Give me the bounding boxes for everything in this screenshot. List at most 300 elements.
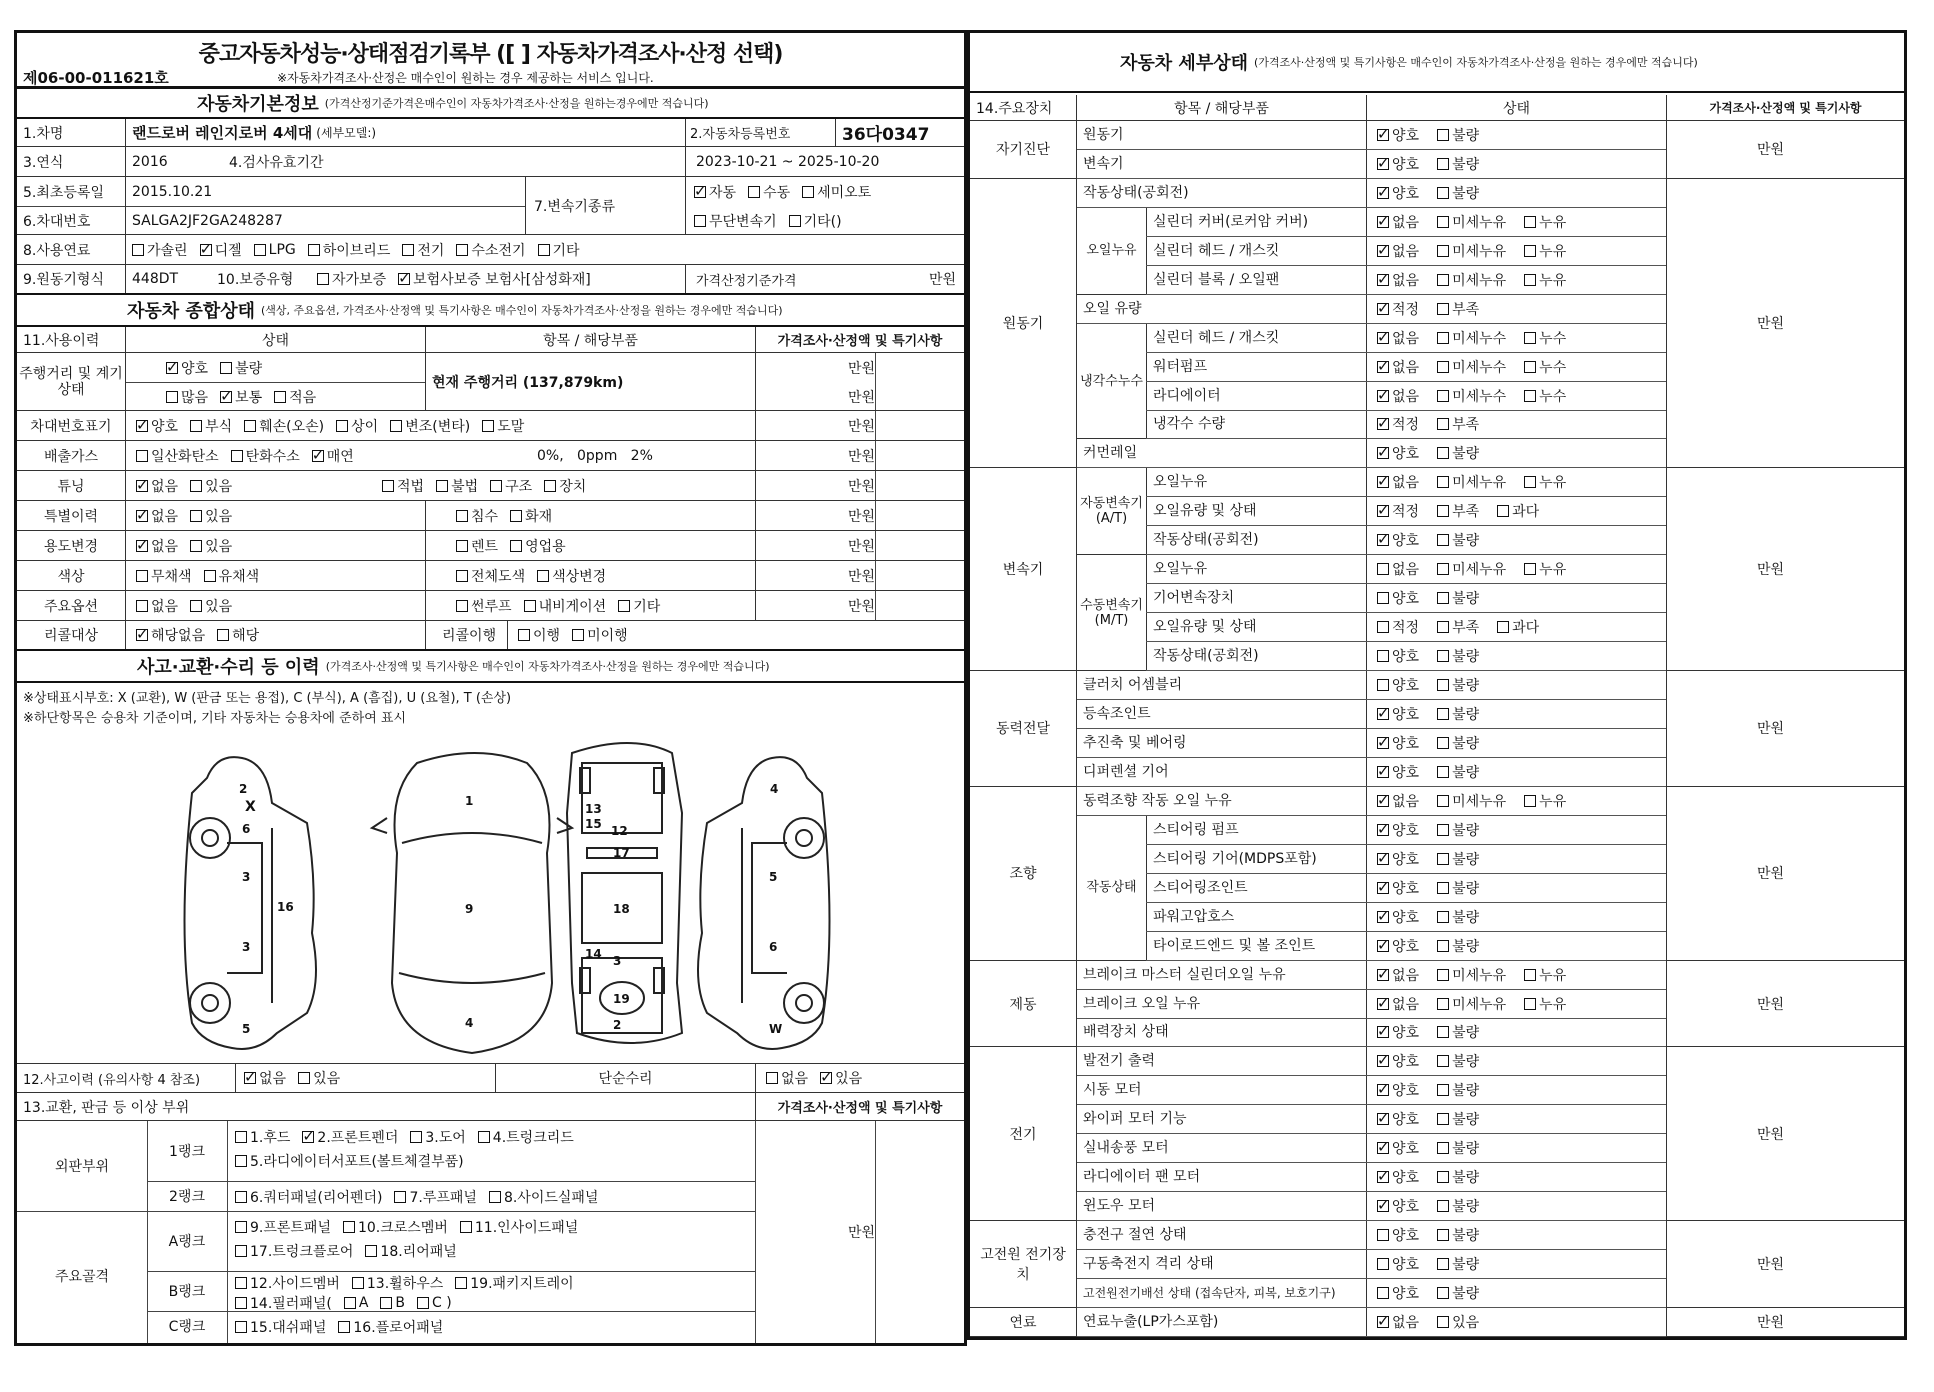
detail-group-label: 연료 xyxy=(970,1308,1076,1337)
vin-mark-differ-checkbox[interactable]: 상이 xyxy=(336,416,378,436)
detail-group-label: 원동기 xyxy=(970,179,1076,469)
detail-price-cell: 만원 xyxy=(1666,468,1904,671)
year: 2016 xyxy=(125,147,225,176)
mileage-good-checkbox[interactable]: ✓ 양호 xyxy=(166,358,208,378)
first-reg-label: 5.최초등록일 xyxy=(23,184,104,201)
rank2-roof-checkbox[interactable]: 7.루프패널 xyxy=(394,1187,476,1207)
basic-section-note: (가격산정기준가격은매수인이 자동차가격조사·산정을 원하는경우에만 적습니다) xyxy=(324,97,709,110)
detail-item-label: 작동상태(공회전) xyxy=(1146,526,1366,554)
detail-status-checkbox[interactable]: 없음 xyxy=(1377,559,1419,579)
rankA-inside-panel-checkbox[interactable]: 11.인사이드패널 xyxy=(460,1217,578,1237)
option-yes-checkbox[interactable]: 있음 xyxy=(190,596,232,616)
row-emission xyxy=(17,441,964,471)
rankB-wheel-house-checkbox[interactable]: 13.휠하우스 xyxy=(352,1273,443,1293)
detail-status-checkbox[interactable]: 불량 xyxy=(1437,1167,1479,1187)
detail-status-checkbox[interactable]: 미세누유 xyxy=(1437,791,1506,811)
detail-status-checkbox[interactable]: ✓ 양호 xyxy=(1377,1051,1419,1071)
overall-section-note: (색상, 주요옵션, 가격조사·산정액 및 특기사항은 매수인이 자동차가격조사·산정을 원하는 경우에만 적습니다) xyxy=(260,304,783,317)
detail-item-label: 고전원전기배선 상태 (접속단자, 피복, 보호기구) xyxy=(1076,1279,1366,1307)
detail-status-checkbox[interactable]: 부족 xyxy=(1437,299,1479,319)
detail-item-label: 연료누출(LP가스포함) xyxy=(1076,1308,1366,1336)
option-unit: 만원 xyxy=(755,591,875,620)
detail-group-label: 조향 xyxy=(970,787,1076,961)
detail-status-checkbox[interactable]: 불량 xyxy=(1437,704,1479,724)
emission-unit: 만원 xyxy=(755,441,875,470)
detail-status-checkbox[interactable]: 불량 xyxy=(1437,762,1479,782)
detail-status-checkbox[interactable]: ✓ 적정 xyxy=(1377,414,1419,434)
rankB-label: B랭크 xyxy=(168,1284,206,1300)
detail-status-checkbox[interactable]: 누유 xyxy=(1524,472,1566,492)
detail-item-label: 기어변속장치 xyxy=(1146,584,1366,612)
detail-item-label: 작동상태(공회전) xyxy=(1076,179,1366,207)
vin-mark-damage-checkbox[interactable]: 훼손(오손) xyxy=(244,416,324,436)
detail-status-checkbox[interactable]: ✓ 양호 xyxy=(1377,1022,1419,1042)
exchange-label: 13.교환, 판금 등 이상 부위 xyxy=(23,1099,190,1116)
mark-4-right: 6 xyxy=(769,940,778,954)
detail-status-checkbox[interactable]: 누유 xyxy=(1524,270,1566,290)
detail-status-checkbox[interactable]: ✓ 양호 xyxy=(1377,849,1419,869)
doc-notice: ※자동차가격조사·산정은 매수인이 원하는 경우 제공하는 서비스 입니다. xyxy=(277,70,654,85)
mark-14-left: 16 xyxy=(277,900,294,914)
rank1-fender-checkbox[interactable]: ✓ 2.프론트펜더 xyxy=(302,1127,398,1147)
detail-status-checkbox[interactable]: ✓ 양호 xyxy=(1377,1080,1419,1100)
detail-status-checkbox[interactable]: 불량 xyxy=(1437,646,1479,666)
doc-number: 제06-00-011621호 xyxy=(23,68,169,87)
rank2-quarter-checkbox[interactable]: 6.쿼터패널(리어펜더) xyxy=(235,1187,382,1207)
detail-subgroup-label: 자동변속기 (A/T) xyxy=(1076,468,1146,555)
detail-status-checkbox[interactable]: 누수 xyxy=(1524,386,1566,406)
price-base-label: 가격산정기준가격 xyxy=(685,265,825,293)
detail-status-checkbox[interactable]: 미세누유 xyxy=(1437,994,1506,1014)
detail-status-checkbox[interactable]: ✓ 양호 xyxy=(1377,704,1419,724)
detail-status-checkbox[interactable]: 불량 xyxy=(1437,1051,1479,1071)
detail-item-label: 브레이크 오일 누유 xyxy=(1076,990,1366,1018)
detail-status-checkbox[interactable]: 불량 xyxy=(1437,1109,1479,1129)
detail-status-checkbox[interactable]: ✓ 없음 xyxy=(1377,791,1419,811)
detail-item-label: 등속조인트 xyxy=(1076,700,1366,728)
basic-section-header xyxy=(17,89,964,119)
detail-status-checkbox[interactable]: 불량 xyxy=(1437,1254,1479,1274)
rank1-door-checkbox[interactable]: 3.도어 xyxy=(410,1127,465,1147)
detail-status-checkbox[interactable]: ✓ 양호 xyxy=(1377,530,1419,550)
mark-6-left: 6 xyxy=(242,822,251,836)
rankA-rear-panel-checkbox[interactable]: 18.리어패널 xyxy=(365,1241,456,1261)
detail-status-checkbox[interactable]: 누유 xyxy=(1524,994,1566,1014)
detail-subgroup-label: 냉각수누수 xyxy=(1076,324,1146,440)
detail-status-checkbox[interactable]: 미세누유 xyxy=(1437,559,1506,579)
detail-status-checkbox[interactable]: 누유 xyxy=(1524,212,1566,232)
color-label: 색상 xyxy=(57,568,85,585)
detail-status-checkbox[interactable]: 불량 xyxy=(1437,849,1479,869)
row-color xyxy=(17,561,964,591)
detail-status-checkbox[interactable]: 불량 xyxy=(1437,1196,1479,1216)
detail-col-price: 가격조사·산정액 및 특기사항 xyxy=(1666,95,1904,120)
detail-status-checkbox[interactable]: 누유 xyxy=(1524,965,1566,985)
option-none-checkbox[interactable]: 없음 xyxy=(136,596,178,616)
fuel-hydrogen-checkbox[interactable]: 수소전기 xyxy=(456,240,525,260)
detail-item-label: 동력조향 작동 오일 누유 xyxy=(1076,787,1366,815)
accident-legend-1: ※상태표시부호: X (교환), W (판금 또는 용접), C (부식), A (흠집), U (요철), T (손상) xyxy=(23,691,512,706)
detail-status-checkbox[interactable]: ✓ 양호 xyxy=(1377,1167,1419,1187)
tuning-illegal-checkbox[interactable]: 불법 xyxy=(436,476,478,496)
car-right-side-view xyxy=(698,757,830,1049)
detail-status-checkbox[interactable]: ✓ 양호 xyxy=(1377,1196,1419,1216)
mark-10-under: 12 xyxy=(611,824,628,838)
vin-mark-good-checkbox[interactable]: ✓ 양호 xyxy=(136,416,178,436)
rankA-front-panel-checkbox[interactable]: 9.프론트패널 xyxy=(235,1217,331,1237)
accident-section-header xyxy=(17,651,964,683)
inspect-label: 4.검사유효기간 xyxy=(229,154,324,171)
mileage-high-checkbox[interactable]: 많음 xyxy=(166,387,208,407)
detail-group-label: 변속기 xyxy=(970,468,1076,671)
detail-status-checkbox[interactable]: 부족 xyxy=(1437,617,1479,637)
detail-status-checkbox[interactable]: ✓ 없음 xyxy=(1377,994,1419,1014)
option-sunroof-checkbox[interactable]: 썬루프 xyxy=(456,596,512,616)
detail-status-checkbox[interactable]: 불량 xyxy=(1437,443,1479,463)
rank1-label: 1랭크 xyxy=(169,1144,205,1160)
detail-item-label: 실린더 커버(로커암 커버) xyxy=(1146,208,1366,236)
detail-status-checkbox[interactable]: ✓ 양호 xyxy=(1377,733,1419,753)
detail-item-label: 스티어링 펌프 xyxy=(1146,816,1366,844)
detail-status-checkbox[interactable]: 불량 xyxy=(1437,936,1479,956)
trans-manual-checkbox[interactable]: 수동 xyxy=(748,182,790,202)
mark-18-under: 2 xyxy=(613,1018,622,1032)
detail-status-checkbox[interactable]: 부족 xyxy=(1437,501,1479,521)
detail-status-checkbox[interactable]: 불량 xyxy=(1437,1138,1479,1158)
detail-status-checkbox[interactable]: 양호 xyxy=(1377,588,1419,608)
trans-other-checkbox[interactable]: 기타() xyxy=(789,211,842,231)
trans-cvt-checkbox[interactable]: 무단변속기 xyxy=(694,211,777,231)
fuel-gasoline-checkbox[interactable]: 가솔린 xyxy=(132,240,188,260)
detail-status-checkbox[interactable]: 누유 xyxy=(1524,791,1566,811)
detail-status-checkbox[interactable]: 불량 xyxy=(1437,183,1479,203)
detail-subgroup-label: 오일누유 xyxy=(1076,208,1146,295)
rankB-pillar-a-checkbox[interactable]: A xyxy=(344,1293,369,1313)
detail-status-checkbox[interactable]: ✓ 양호 xyxy=(1377,125,1419,145)
detail-status-checkbox[interactable]: 불량 xyxy=(1437,907,1479,927)
mileage-bad-checkbox[interactable]: 불량 xyxy=(220,358,262,378)
detail-status-checkbox[interactable]: ✓ 적정 xyxy=(1377,299,1419,319)
recall-none-checkbox[interactable]: ✓ 해당없음 xyxy=(136,625,205,645)
detail-status-checkbox[interactable]: 과다 xyxy=(1497,501,1539,521)
detail-status-checkbox[interactable]: 불량 xyxy=(1437,820,1479,840)
detail-item-label: 스티어링 기어(MDPS포함) xyxy=(1146,845,1366,873)
recall-done-checkbox[interactable]: 이행 xyxy=(518,625,560,645)
detail-status-checkbox[interactable]: ✓ 없음 xyxy=(1377,357,1419,377)
detail-status-checkbox[interactable]: ✓ 적정 xyxy=(1377,501,1419,521)
detail-status-checkbox[interactable]: 불량 xyxy=(1437,878,1479,898)
year-label: 3.연식 xyxy=(23,154,64,171)
detail-status-checkbox[interactable]: 불량 xyxy=(1437,530,1479,550)
rankB-package-tray-checkbox[interactable]: 19.패키지트레이 xyxy=(455,1273,573,1293)
emission-hc-checkbox[interactable]: 탄화수소 xyxy=(231,446,300,466)
mark-12-under: 14 xyxy=(585,947,602,961)
detail-status-checkbox[interactable]: 적정 xyxy=(1377,617,1419,637)
rankB-pillar-b-checkbox[interactable]: B xyxy=(380,1293,405,1313)
color-change-checkbox[interactable]: 색상변경 xyxy=(537,566,606,586)
detail-status-checkbox[interactable]: 부족 xyxy=(1437,414,1479,434)
fuel-hybrid-checkbox[interactable]: 하이브리드 xyxy=(308,240,391,260)
mileage-low-checkbox[interactable]: 적음 xyxy=(274,387,316,407)
detail-subgroup-label: 작동상태 xyxy=(1076,816,1146,961)
detail-item-label: 클러치 어셈블리 xyxy=(1076,671,1366,699)
row-tuning xyxy=(17,471,964,501)
detail-status-checkbox[interactable]: ✓ 양호 xyxy=(1377,762,1419,782)
recall-label: 리콜대상 xyxy=(43,628,99,644)
tuning-device-checkbox[interactable]: 장치 xyxy=(544,476,586,496)
detail-status-checkbox[interactable]: 미세누유 xyxy=(1437,241,1506,261)
left-panel xyxy=(14,30,967,1346)
detail-status-checkbox[interactable]: 있음 xyxy=(1437,1312,1479,1332)
simple-repair-none-checkbox[interactable]: 없음 xyxy=(766,1068,808,1088)
usage-unit: 만원 xyxy=(755,531,875,560)
usage-business-checkbox[interactable]: 영업용 xyxy=(510,536,566,556)
detail-status-checkbox[interactable]: 누수 xyxy=(1524,357,1566,377)
warranty-insurer-checkbox[interactable]: ✓ 보험사보증 보험사[삼성화재] xyxy=(398,269,591,289)
fuel-other-checkbox[interactable]: 기타 xyxy=(538,240,580,260)
detail-item-label: 워터펌프 xyxy=(1146,353,1366,381)
detail-status-checkbox[interactable]: 양호 xyxy=(1377,675,1419,695)
detail-price-cell: 만원 xyxy=(1666,671,1904,787)
overall-col-status: 상태 xyxy=(125,327,425,352)
accident-section-title: 사고·교환·수리 등 이력 xyxy=(137,657,320,678)
detail-item-label: 스티어링조인트 xyxy=(1146,874,1366,902)
detail-status-checkbox[interactable]: ✓ 양호 xyxy=(1377,936,1419,956)
emission-smoke-checkbox[interactable]: ✓ 매연 xyxy=(312,446,354,466)
detail-status-checkbox[interactable]: ✓ 없음 xyxy=(1377,965,1419,985)
detail-status-checkbox[interactable]: ✓ 없음 xyxy=(1377,472,1419,492)
rankA-cross-member-checkbox[interactable]: 10.크로스멤버 xyxy=(343,1217,448,1237)
recall-yes-checkbox[interactable]: 해당 xyxy=(217,625,259,645)
detail-item-label: 추진축 및 베어링 xyxy=(1076,729,1366,757)
special-none-checkbox[interactable]: ✓ 없음 xyxy=(136,506,178,526)
detail-status-checkbox[interactable]: 미세누수 xyxy=(1437,328,1506,348)
mileage-normal-checkbox[interactable]: ✓ 보통 xyxy=(220,387,262,407)
mark-19-under: 3 xyxy=(613,954,622,968)
special-yes-checkbox[interactable]: 있음 xyxy=(190,506,232,526)
detail-status-checkbox[interactable]: ✓ 없음 xyxy=(1377,212,1419,232)
color-achromatic-checkbox[interactable]: 무채색 xyxy=(136,566,192,586)
accident-none-checkbox[interactable]: ✓ 없음 xyxy=(244,1068,286,1088)
detail-status-checkbox[interactable]: 양호 xyxy=(1377,646,1419,666)
detail-item-label: 실내송풍 모터 xyxy=(1076,1134,1366,1162)
detail-item-label: 원동기 xyxy=(1076,121,1366,149)
rankC-floor-checkbox[interactable]: 16.플로어패널 xyxy=(338,1317,443,1337)
usage-rent-checkbox[interactable]: 렌트 xyxy=(456,536,498,556)
rankA-trunk-floor-checkbox[interactable]: 17.트렁크플로어 xyxy=(235,1241,353,1261)
detail-status-checkbox[interactable]: 양호 xyxy=(1377,1283,1419,1303)
detail-status-checkbox[interactable]: 불량 xyxy=(1437,675,1479,695)
overall-section-header xyxy=(17,295,964,327)
detail-status-checkbox[interactable]: ✓ 양호 xyxy=(1377,820,1419,840)
mileage-unit-1: 만원 xyxy=(755,353,875,382)
detail-status-checkbox[interactable]: 누유 xyxy=(1524,241,1566,261)
detail-status-checkbox[interactable]: 양호 xyxy=(1377,1225,1419,1245)
detail-status-checkbox[interactable]: ✓ 양호 xyxy=(1377,907,1419,927)
fuel-diesel-checkbox[interactable]: ✓ 디젤 xyxy=(200,240,242,260)
detail-status-checkbox[interactable]: ✓ 없음 xyxy=(1377,241,1419,261)
detail-status-checkbox[interactable]: 미세누수 xyxy=(1437,357,1506,377)
mark-16-under: 18 xyxy=(613,902,630,916)
warranty-self-checkbox[interactable]: 자가보증 xyxy=(317,269,386,289)
car-name: 랜드로버 레인지로버 4세대 xyxy=(132,124,313,142)
trans-label: 7.변속기종류 xyxy=(525,177,685,234)
main-frame-label: 주요골격 xyxy=(54,1269,110,1285)
detail-item-label: 구동축전지 격리 상태 xyxy=(1076,1250,1366,1278)
mark-2-right: 4 xyxy=(770,782,779,796)
detail-status-checkbox[interactable]: 불량 xyxy=(1437,588,1479,608)
tuning-structure-checkbox[interactable]: 구조 xyxy=(490,476,532,496)
sub-model: (세부모델:) xyxy=(316,126,377,140)
usage-yes-checkbox[interactable]: 있음 xyxy=(190,536,232,556)
trans-semi-checkbox[interactable]: 세미오토 xyxy=(802,182,871,202)
detail-status-checkbox[interactable]: 미세누수 xyxy=(1437,386,1506,406)
detail-item-label: 실린더 헤드 / 개스킷 xyxy=(1146,324,1366,352)
emission-co-checkbox[interactable]: 일산화탄소 xyxy=(136,446,219,466)
detail-status-checkbox[interactable]: 누수 xyxy=(1524,328,1566,348)
rankB-side-member-checkbox[interactable]: 12.사이드멤버 xyxy=(235,1273,340,1293)
detail-item-label: 작동상태(공회전) xyxy=(1146,642,1366,670)
detail-status-checkbox[interactable]: 불량 xyxy=(1437,1080,1479,1100)
detail-item-label: 발전기 출력 xyxy=(1076,1047,1366,1075)
accident-yes-checkbox[interactable]: 있음 xyxy=(298,1068,340,1088)
detail-status-checkbox[interactable]: 불량 xyxy=(1437,1283,1479,1303)
detail-status-checkbox[interactable]: 불량 xyxy=(1437,733,1479,753)
special-flood-checkbox[interactable]: 침수 xyxy=(456,506,498,526)
detail-status-checkbox[interactable]: 미세누유 xyxy=(1437,472,1506,492)
vin-mark-smear-checkbox[interactable]: 도말 xyxy=(482,416,524,436)
row-special xyxy=(17,501,964,531)
row-mileage xyxy=(17,353,964,411)
exchange-grid xyxy=(17,1121,964,1343)
option-label: 주요옵션 xyxy=(43,598,99,615)
row-option xyxy=(17,591,964,621)
detail-status-checkbox[interactable]: ✓ 없음 xyxy=(1377,328,1419,348)
detail-item-label: 디퍼렌셜 기어 xyxy=(1076,758,1366,786)
detail-item-label: 오일누유 xyxy=(1146,468,1366,496)
detail-status-checkbox[interactable]: ✓ 없음 xyxy=(1377,270,1419,290)
rank1-radiator-support-checkbox[interactable]: 5.라디에이터서포트(볼트체결부품) xyxy=(235,1151,464,1171)
simple-repair-yes-checkbox[interactable]: ✓ 있음 xyxy=(820,1068,862,1088)
reg-no: 36다0347 xyxy=(835,119,964,146)
mileage-label: 주행거리 및 계기상태 xyxy=(19,365,123,398)
tuning-unit: 만원 xyxy=(755,471,875,500)
mileage-current: 현재 주행거리 (137,879km) xyxy=(425,353,755,410)
doc-title: 중고자동차성능·상태점검기록부 ([ ] 자동차가격조사·산정 선택) xyxy=(198,41,783,67)
detail-item-label: 오일 유량 xyxy=(1076,295,1366,323)
detail-item-label: 와이퍼 모터 기능 xyxy=(1076,1105,1366,1133)
accident-section-note: (가격조사·산정액 및 특기사항은 매수인이 자동차가격조사·산정을 원하는 경우에만 적습니다) xyxy=(325,660,770,673)
special-fire-checkbox[interactable]: 화재 xyxy=(510,506,552,526)
simple-repair-label: 단순수리 xyxy=(495,1064,755,1092)
detail-status-checkbox[interactable]: 양호 xyxy=(1377,1254,1419,1274)
accident-history-label: 12.사고이력 (유의사항 4 참조) xyxy=(23,1072,201,1088)
detail-status-checkbox[interactable]: 불량 xyxy=(1437,125,1479,145)
detail-item-label: 브레이크 마스터 실린더오일 누유 xyxy=(1076,961,1366,989)
color-chromatic-checkbox[interactable]: 유채색 xyxy=(204,566,260,586)
vin-mark-altered-checkbox[interactable]: 변조(변타) xyxy=(390,416,470,436)
vin-mark-label: 차대번호표기 xyxy=(30,418,112,435)
detail-status-checkbox[interactable]: 누유 xyxy=(1524,559,1566,579)
detail-status-checkbox[interactable]: ✓ 양호 xyxy=(1377,154,1419,174)
row-exchange-header xyxy=(17,1093,964,1121)
row-usage xyxy=(17,531,964,561)
rankB-pillar-checkbox[interactable]: 14.필러패널( xyxy=(235,1293,332,1313)
rank1-trunk-checkbox[interactable]: 4.트렁크리드 xyxy=(478,1127,574,1147)
detail-item-label: 실린더 블록 / 오일팬 xyxy=(1146,266,1366,294)
warranty-label: 10.보증유형 xyxy=(217,272,294,288)
recall-notdone-checkbox[interactable]: 미이행 xyxy=(572,625,628,645)
vin-mark-corrosion-checkbox[interactable]: 부식 xyxy=(190,416,232,436)
rank1-hood-checkbox[interactable]: 1.후드 xyxy=(235,1127,290,1147)
detail-status-checkbox[interactable]: 미세누유 xyxy=(1437,270,1506,290)
detail-status-checkbox[interactable]: ✓ 양호 xyxy=(1377,1138,1419,1158)
exchange-unit: 만원 xyxy=(847,1225,875,1241)
price-base-unit: 만원 xyxy=(928,272,956,288)
detail-table xyxy=(970,121,1904,1337)
emission-values: 0%, 0ppm 2% xyxy=(537,447,653,464)
mark-6-right: W xyxy=(769,1022,783,1036)
option-other-checkbox[interactable]: 기타 xyxy=(618,596,660,616)
vin-label: 6.차대번호 xyxy=(23,213,91,230)
option-nav-checkbox[interactable]: 내비게이션 xyxy=(524,596,607,616)
detail-status-checkbox[interactable]: 불량 xyxy=(1437,1225,1479,1245)
tuning-none-checkbox[interactable]: ✓ 없음 xyxy=(136,476,178,496)
tuning-legal-checkbox[interactable]: 적법 xyxy=(382,476,424,496)
detail-price-cell: 만원 xyxy=(1666,1308,1904,1337)
detail-group-label: 동력전달 xyxy=(970,671,1076,787)
reg-no-label: 2.자동차등록번호 xyxy=(685,119,835,146)
detail-status-checkbox[interactable]: ✓ 양호 xyxy=(1377,878,1419,898)
fuel-electric-checkbox[interactable]: 전기 xyxy=(402,240,444,260)
detail-status-checkbox[interactable]: ✓ 없음 xyxy=(1377,386,1419,406)
detail-status-checkbox[interactable]: ✓ 양호 xyxy=(1377,183,1419,203)
mark-3b-left: 3 xyxy=(242,940,251,954)
trans-auto-checkbox[interactable]: ✓ 자동 xyxy=(694,182,736,202)
detail-status-checkbox[interactable]: ✓ 양호 xyxy=(1377,1109,1419,1129)
overall-col-price: 가격조사·산정액 및 특기사항 xyxy=(755,327,964,352)
detail-status-checkbox[interactable]: 불량 xyxy=(1437,1022,1479,1042)
row-vin-mark xyxy=(17,411,964,441)
detail-status-checkbox[interactable]: 과다 xyxy=(1497,617,1539,637)
row-recall xyxy=(17,621,964,651)
tuning-yes-checkbox[interactable]: 있음 xyxy=(190,476,232,496)
rankC-dash-checkbox[interactable]: 15.대쉬패널 xyxy=(235,1317,326,1337)
vin: SALGA2JF2GA248287 xyxy=(125,206,525,235)
basic-section-title: 자동차기본정보 xyxy=(197,94,319,115)
color-full-paint-checkbox[interactable]: 전체도색 xyxy=(456,566,525,586)
fuel-lpg-checkbox[interactable]: LPG xyxy=(254,242,296,258)
overall-col-item: 항목 / 해당부품 xyxy=(425,327,755,352)
detail-status-checkbox[interactable]: 불량 xyxy=(1437,154,1479,174)
detail-status-checkbox[interactable]: ✓ 양호 xyxy=(1377,443,1419,463)
detail-section-title: 자동차 세부상태 xyxy=(1120,53,1248,74)
usage-none-checkbox[interactable]: ✓ 없음 xyxy=(136,536,178,556)
row-year xyxy=(17,147,964,177)
engine-label: 9.원동기형식 xyxy=(23,272,104,288)
detail-status-checkbox[interactable]: 미세누유 xyxy=(1437,212,1506,232)
detail-status-checkbox[interactable]: 미세누유 xyxy=(1437,965,1506,985)
detail-item-label: 배력장치 상태 xyxy=(1076,1019,1366,1047)
detail-item-label: 파워고압호스 xyxy=(1146,903,1366,931)
rank2-sidesill-checkbox[interactable]: 8.사이드실패널 xyxy=(489,1187,599,1207)
inspect-period: 2023-10-21 ~ 2025-10-20 xyxy=(685,147,964,176)
rankB-pillar-c-checkbox[interactable]: C ) xyxy=(417,1293,452,1313)
outer-label: 외판부위 xyxy=(54,1159,110,1175)
detail-status-checkbox[interactable]: ✓ 없음 xyxy=(1377,1312,1419,1332)
doc-header xyxy=(17,33,964,89)
accident-legend-2: ※하단항목은 승용차 기준이며, 기타 자동차는 승용차에 준하여 표시 xyxy=(23,711,407,726)
